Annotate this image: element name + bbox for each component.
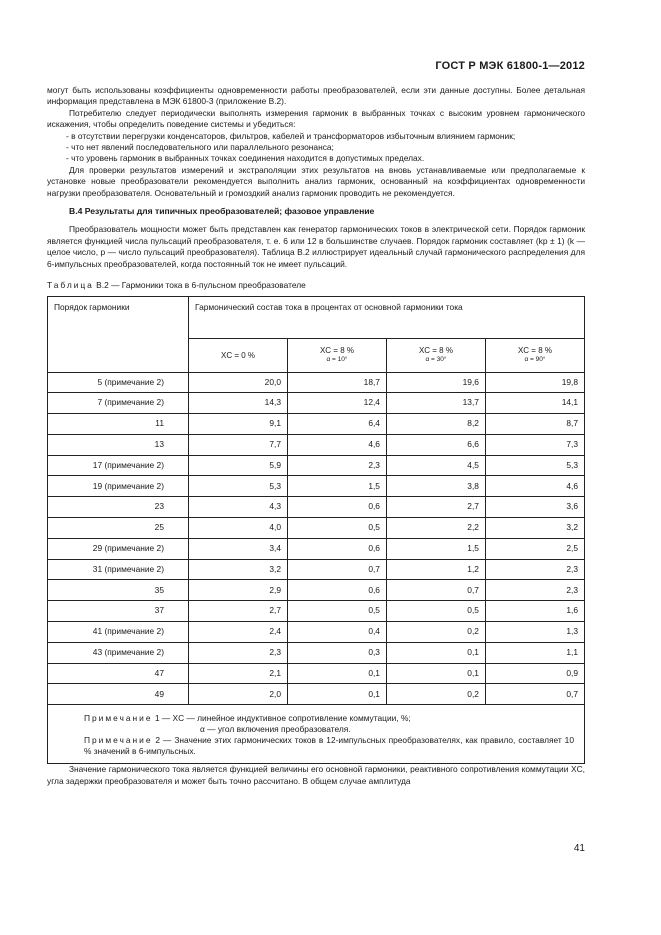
harmonic-order-cell: 25 [48,518,189,539]
harmonic-value-cell: 2,2 [386,518,485,539]
harmonic-value-cell: 1,5 [287,476,386,497]
harmonic-value-cell: 1,3 [485,622,584,643]
harmonic-value-cell: 7,3 [485,434,584,455]
table-row [48,538,585,559]
sub-header-extra: α = 90° [524,356,546,363]
sub-header-extra: α = 10° [326,356,348,363]
harmonic-value-cell: 1,2 [386,559,485,580]
col-header-order: Порядок гармоники [48,296,189,372]
table-row [48,476,585,497]
list-item: - в отсутствии перегрузки конденсаторов, фильтров, кабелей и трансформаторов избыточным влиянием гармоник; [66,130,516,141]
harmonic-value-cell: 2,3 [287,455,386,476]
paragraph-3: Для проверки результатов измерений и экстраполяции этих результатов на вновь устанавливаемые или предполагаемые к установке новые преобразователи рекомендуется выполнить анализ гармоник, основанный на коэффициентах одновременности нагрузки преобразователя. Основательный и громоздкий анализ гармоник проводить не рекомендуется. [47,164,585,198]
harmonic-order-cell: 31 (примечание 2) [48,559,189,580]
list-item: - что нет явлений последовательного или параллельного резонанса; [66,142,334,153]
harmonic-order-cell: 47 [48,663,189,684]
harmonic-value-cell: 2,7 [386,497,485,518]
harmonic-value-cell: 1,6 [485,601,584,622]
harmonic-order-cell: 11 [48,414,189,435]
sub-header [287,338,386,372]
harmonic-value-cell: 20,0 [189,372,288,393]
harmonic-value-cell: 18,7 [287,372,386,393]
harmonic-value-cell: 0,7 [287,559,386,580]
harmonic-value-cell: 3,2 [189,559,288,580]
harmonic-order-cell: 23 [48,497,189,518]
harmonic-value-cell: 0,5 [287,601,386,622]
sub-header-main: XC = 8 % [517,346,552,355]
harmonic-order-cell: 19 (примечание 2) [48,476,189,497]
table-row [48,393,585,414]
harmonic-value-cell: 2,1 [189,663,288,684]
table-row [48,601,585,622]
note-word: Примечание [84,713,153,724]
harmonic-value-cell: 0,5 [287,518,386,539]
table-notes [48,705,585,764]
table-body [48,372,585,705]
harmonic-value-cell: 2,3 [189,642,288,663]
table-row [48,434,585,455]
harmonic-value-cell: 0,1 [386,663,485,684]
harmonic-value-cell: 5,3 [189,476,288,497]
sub-header-main: XC = 0 % [220,350,255,360]
note-1b: α — угол включения преобразователя. [200,724,351,735]
sub-header [485,338,584,372]
harmonic-order-cell: 49 [48,684,189,705]
harmonic-value-cell: 9,1 [189,414,288,435]
table-row [48,684,585,705]
harmonic-value-cell: 14,3 [189,393,288,414]
harmonic-value-cell: 5,3 [485,455,584,476]
harmonic-value-cell: 0,1 [287,663,386,684]
table-row [48,414,585,435]
table-row [48,642,585,663]
harmonic-value-cell: 0,7 [485,684,584,705]
table-row [48,455,585,476]
page-number: 41 [573,843,585,854]
harmonic-value-cell: 0,7 [386,580,485,601]
harmonic-value-cell: 2,0 [189,684,288,705]
sub-header-main: XC = 8 % [319,346,354,355]
note-word: Примечание [84,735,153,746]
harmonic-value-cell: 4,6 [485,476,584,497]
harmonic-value-cell: 0,6 [287,497,386,518]
note-2-text: 2 — Значение этих гармонических токов в 12-импульсных преобразователях, как правило, составляет 10 % значений в 6-импульсных. [84,735,574,757]
harmonic-value-cell: 19,6 [386,372,485,393]
harmonic-order-cell: 29 (примечание 2) [48,538,189,559]
harmonic-value-cell: 2,7 [189,601,288,622]
harmonic-value-cell: 2,9 [189,580,288,601]
harmonics-table [47,296,585,765]
harmonic-value-cell: 0,9 [485,663,584,684]
table-row [48,663,585,684]
table-row [48,497,585,518]
harmonic-value-cell: 2,4 [189,622,288,643]
harmonic-value-cell: 1,5 [386,538,485,559]
harmonic-value-cell: 0,6 [287,580,386,601]
sub-header-main: XC = 8 % [418,346,453,355]
sub-header [386,338,485,372]
sub-header-extra: α = 30° [425,356,447,363]
harmonic-value-cell: 0,1 [386,642,485,663]
harmonic-value-cell: 0,5 [386,601,485,622]
paragraph-4: Преобразователь мощности может быть представлен как генератор гармонических токов в электрической сети. Порядок гармоник является функцией числа пульсаций преобразователя, т. е. 6 или 12 в большинстве случаев. Порядок гармоник составляет (kp ± 1) (k — целое число, p — число пульсаций преобразователя). Таблица B.2 иллюстрирует идеальный случай гармонического распределения для 6-импульсных преобразователей, когда постоянный ток не имеет пульсаций. [47,224,585,269]
note-1-text: 1 — XC — линейное индуктивное сопротивление коммутации, %; [154,713,411,724]
harmonic-order-cell: 43 (примечание 2) [48,642,189,663]
paragraph-5: Значение гармонического тока является функцией величины его основной гармоники, реактивного сопротивления коммутации XC, угла задержки преобразователя и может быть точно рассчитано. В общем случае амплитуда [47,764,585,786]
harmonic-value-cell: 1,1 [485,642,584,663]
table-caption-text: B.2 — Гармоники тока в 6-пульсном преобразователе [96,280,306,291]
table-caption [47,280,585,291]
harmonic-value-cell: 3,4 [189,538,288,559]
harmonic-value-cell: 0,6 [287,538,386,559]
paragraph-1: могут быть использованы коэффициенты одновременности работы преобразователей, если эти данные доступны. Более детальная информация представлена в МЭК 61800-3 (приложение B.2). [47,85,585,107]
table-row [48,622,585,643]
harmonic-value-cell: 0,3 [287,642,386,663]
harmonic-value-cell: 0,2 [386,622,485,643]
harmonic-value-cell: 5,9 [189,455,288,476]
harmonic-value-cell: 2,5 [485,538,584,559]
note-1 [84,713,574,724]
harmonic-value-cell: 4,5 [386,455,485,476]
harmonic-value-cell: 0,4 [287,622,386,643]
harmonic-order-cell: 13 [48,434,189,455]
note-2 [84,735,574,757]
harmonic-value-cell: 6,4 [287,414,386,435]
harmonic-value-cell: 2,3 [485,580,584,601]
harmonic-order-cell: 7 (примечание 2) [48,393,189,414]
harmonic-value-cell: 0,1 [287,684,386,705]
harmonic-order-cell: 37 [48,601,189,622]
harmonic-value-cell: 19,8 [485,372,584,393]
harmonic-value-cell: 3,6 [485,497,584,518]
harmonic-value-cell: 4,3 [189,497,288,518]
paragraph-2: Потребителю следует периодически выполнять измерения гармоник в выбранных точках с высоким уровнем гармонического искажения, чтобы определить поведение системы и убедиться: [47,107,585,130]
harmonic-value-cell: 8,7 [485,414,584,435]
harmonic-value-cell: 4,6 [287,434,386,455]
harmonic-order-cell: 35 [48,580,189,601]
sub-header [189,338,288,372]
harmonic-value-cell: 13,7 [386,393,485,414]
document-body [47,85,585,787]
harmonic-value-cell: 0,2 [386,684,485,705]
harmonic-order-cell: 5 (примечание 2) [48,372,189,393]
table-row [48,580,585,601]
table-row [48,372,585,393]
list-item: - что уровень гармоник в выбранных точках соединения находится в допустимых пределах. [66,153,425,164]
harmonic-order-cell: 17 (примечание 2) [48,455,189,476]
col-header-content: Гармонический состав тока в процентах от основной гармоники тока [189,296,585,338]
harmonic-value-cell: 3,2 [485,518,584,539]
harmonic-value-cell: 7,7 [189,434,288,455]
harmonic-value-cell: 3,8 [386,476,485,497]
table-caption-word: Таблица [47,280,94,291]
table-row [48,559,585,580]
harmonic-order-cell: 41 (примечание 2) [48,622,189,643]
harmonic-value-cell: 8,2 [386,414,485,435]
table-row [48,518,585,539]
harmonic-value-cell: 2,3 [485,559,584,580]
harmonic-value-cell: 14,1 [485,393,584,414]
section-title: B.4 Результаты для типичных преобразователей; фазовое управление [69,206,375,217]
harmonic-value-cell: 12,4 [287,393,386,414]
document-header: ГОСТ Р МЭК 61800-1—2012 [435,60,585,72]
harmonic-value-cell: 6,6 [386,434,485,455]
harmonic-value-cell: 4,0 [189,518,288,539]
